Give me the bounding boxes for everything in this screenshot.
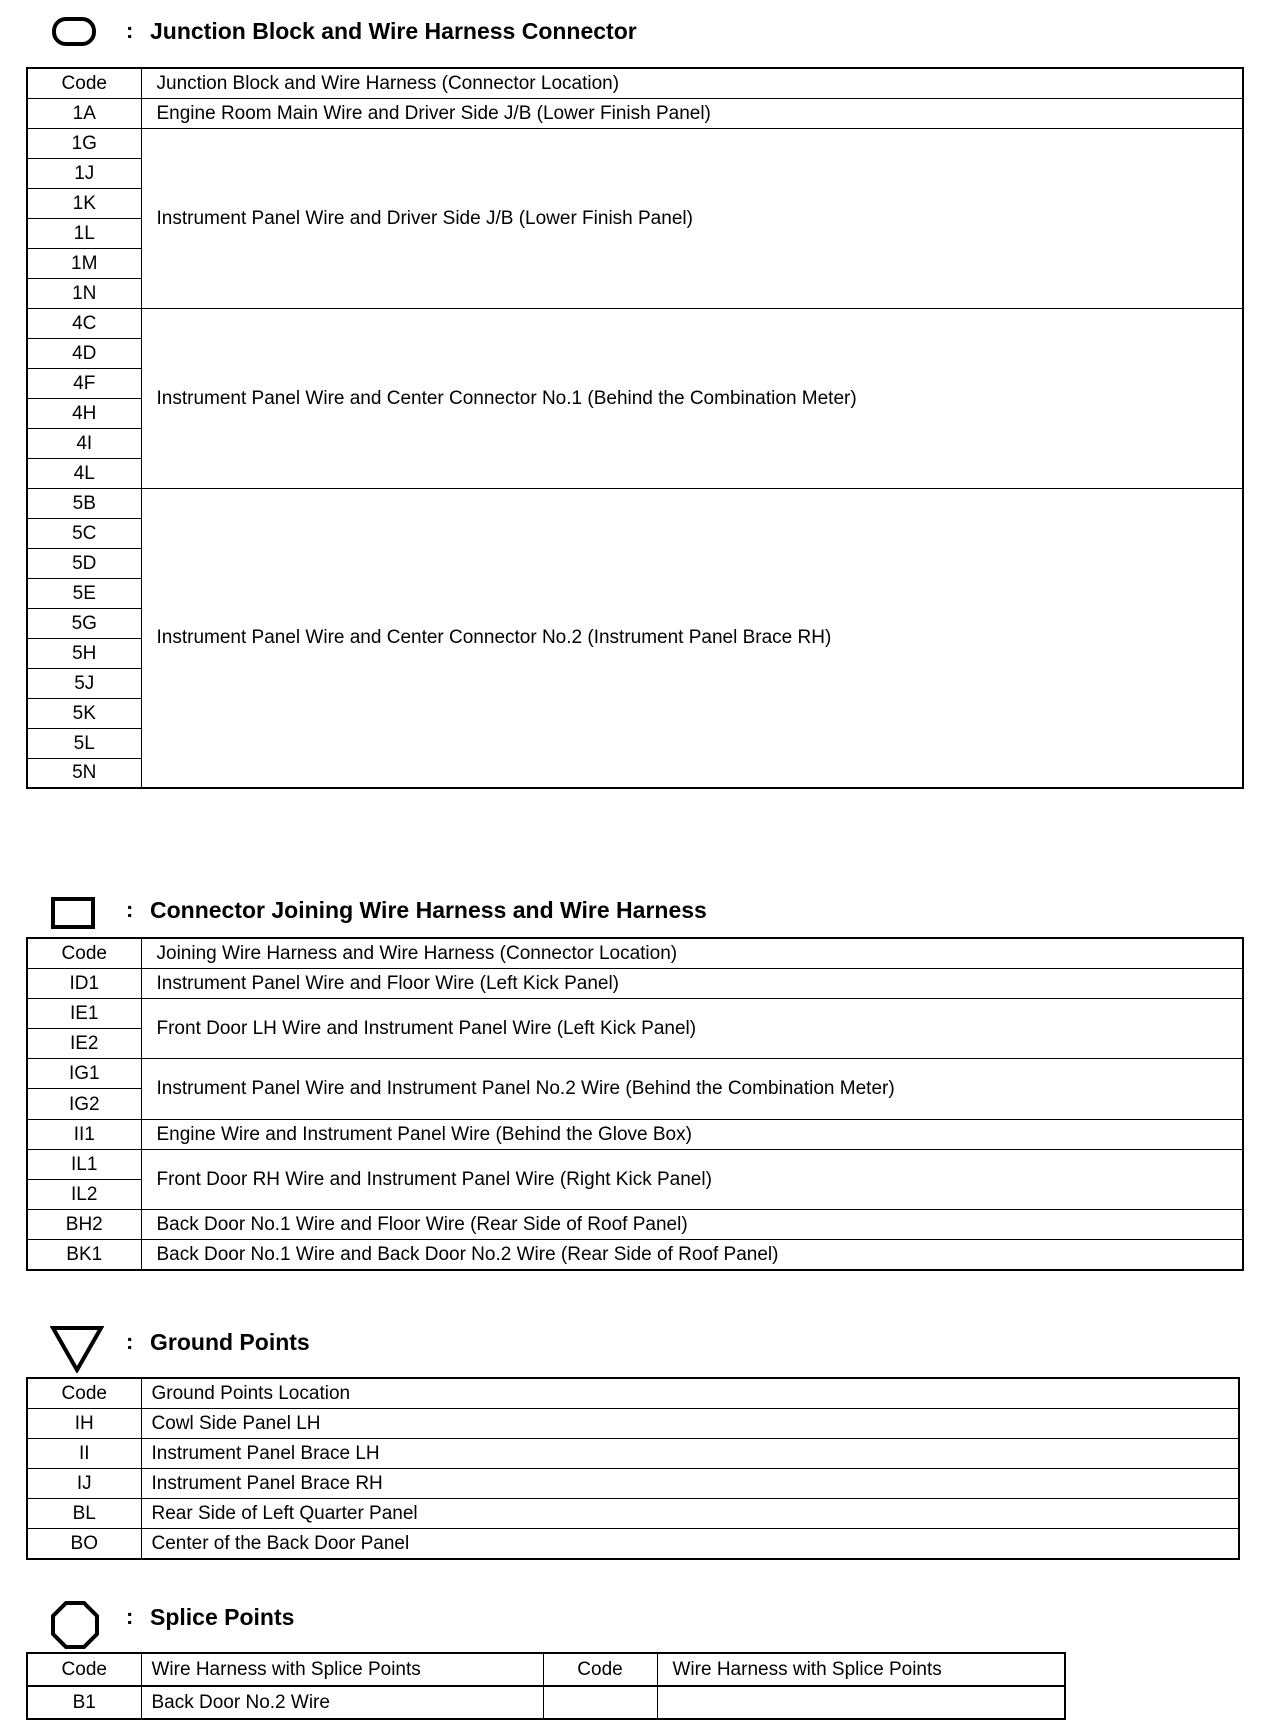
description-cell <box>657 1686 1065 1719</box>
header-description-cell: Wire Harness with Splice Points <box>141 1653 543 1686</box>
description-cell: Center of the Back Door Panel <box>141 1529 1239 1559</box>
description-cell: Front Door RH Wire and Instrument Panel Wire (Right Kick Panel) <box>141 1149 1243 1209</box>
code-cell: BO <box>27 1529 141 1559</box>
code-cell: BH2 <box>27 1210 141 1240</box>
code-cell: 4F <box>27 368 141 398</box>
code-cell: IH <box>27 1408 141 1438</box>
code-cell: IJ <box>27 1469 141 1499</box>
description-cell: Instrument Panel Brace RH <box>141 1469 1239 1499</box>
code-cell: 4D <box>27 338 141 368</box>
code-cell: BL <box>27 1499 141 1529</box>
table-header-row <box>27 938 1243 968</box>
table-row <box>27 1408 1239 1438</box>
header-code-cell: Code <box>27 938 141 968</box>
code-cell: 4H <box>27 398 141 428</box>
code-cell: IG1 <box>27 1059 141 1089</box>
description-cell: Back Door No.1 Wire and Floor Wire (Rear Side of Roof Panel) <box>141 1210 1243 1240</box>
code-cell <box>543 1686 657 1719</box>
code-cell: 4C <box>27 308 141 338</box>
table-row <box>27 1149 1243 1179</box>
table-row <box>27 98 1243 128</box>
separator: : <box>126 897 134 922</box>
header-code-cell: Code <box>27 1653 141 1686</box>
description-cell: Front Door LH Wire and Instrument Panel Wire (Left Kick Panel) <box>141 998 1243 1058</box>
code-cell: 4L <box>27 458 141 488</box>
table-row <box>27 1499 1239 1529</box>
table-row <box>27 1686 1065 1719</box>
table-row <box>27 968 1243 998</box>
rounded-rectangle-symbol-icon <box>50 14 98 50</box>
description-cell: Engine Wire and Instrument Panel Wire (Behind the Glove Box) <box>141 1119 1243 1149</box>
table-row <box>27 1059 1243 1089</box>
code-cell: B1 <box>27 1686 141 1719</box>
table-row <box>27 308 1243 338</box>
splice-section-header <box>50 1600 750 1648</box>
octagon-symbol-icon <box>50 1600 100 1650</box>
table-row <box>27 1438 1239 1468</box>
joining-section-title: Connector Joining Wire Harness and Wire Harness <box>150 897 707 923</box>
header-description-cell: Junction Block and Wire Harness (Connector Location) <box>141 68 1243 98</box>
table-row <box>27 998 1243 1028</box>
table-row <box>27 1119 1243 1149</box>
description-cell: Instrument Panel Wire and Floor Wire (Left Kick Panel) <box>141 968 1243 998</box>
code-cell: 1N <box>27 278 141 308</box>
header-description-cell: Ground Points Location <box>141 1378 1239 1408</box>
code-cell: IG2 <box>27 1089 141 1119</box>
separator: : <box>126 18 134 43</box>
splice-section-title: Splice Points <box>150 1604 295 1630</box>
code-cell: IE2 <box>27 1029 141 1059</box>
splice-table <box>26 1652 1066 1720</box>
code-cell: 5J <box>27 668 141 698</box>
description-cell: Instrument Panel Wire and Driver Side J/B (Lower Finish Panel) <box>141 128 1243 308</box>
code-cell: 5E <box>27 578 141 608</box>
code-cell: IL2 <box>27 1180 141 1210</box>
table-header-row <box>27 1653 1065 1686</box>
code-cell: II1 <box>27 1119 141 1149</box>
code-cell: 5H <box>27 638 141 668</box>
code-cell: 1G <box>27 128 141 158</box>
code-cell: IE1 <box>27 998 141 1028</box>
code-cell: 5L <box>27 728 141 758</box>
table-header-row <box>27 1378 1239 1408</box>
ground-section-title: Ground Points <box>150 1329 310 1355</box>
code-cell: BK1 <box>27 1240 141 1270</box>
separator: : <box>126 1604 134 1629</box>
code-cell: 5K <box>27 698 141 728</box>
description-cell: Cowl Side Panel LH <box>141 1408 1239 1438</box>
table-row <box>27 1210 1243 1240</box>
description-cell: Instrument Panel Wire and Center Connector No.1 (Behind the Combination Meter) <box>141 308 1243 488</box>
code-cell: 5B <box>27 488 141 518</box>
inverted-triangle-symbol-icon <box>50 1325 104 1373</box>
code-cell: 5D <box>27 548 141 578</box>
description-cell: Engine Room Main Wire and Driver Side J/B (Lower Finish Panel) <box>141 98 1243 128</box>
description-cell: Back Door No.1 Wire and Back Door No.2 Wire (Rear Side of Roof Panel) <box>141 1240 1243 1270</box>
code-cell: 5C <box>27 518 141 548</box>
description-cell: Back Door No.2 Wire <box>141 1686 543 1719</box>
joining-table <box>26 937 1244 1271</box>
code-cell: II <box>27 1438 141 1468</box>
header-code-cell: Code <box>27 68 141 98</box>
code-cell: 1K <box>27 188 141 218</box>
table-row <box>27 488 1243 518</box>
table-header-row <box>27 68 1243 98</box>
code-cell: 5G <box>27 608 141 638</box>
ground-section-header <box>50 1325 750 1373</box>
table-row <box>27 128 1243 158</box>
rectangle-symbol-icon <box>50 893 98 933</box>
junction-table <box>26 67 1244 789</box>
header-description-cell: Joining Wire Harness and Wire Harness (Connector Location) <box>141 938 1243 968</box>
separator: : <box>126 1329 134 1354</box>
description-cell: Rear Side of Left Quarter Panel <box>141 1499 1239 1529</box>
joining-section-header <box>50 893 750 933</box>
table-row <box>27 1529 1239 1559</box>
code-cell: 1J <box>27 158 141 188</box>
code-cell: ID1 <box>27 968 141 998</box>
description-cell: Instrument Panel Wire and Instrument Panel No.2 Wire (Behind the Combination Meter) <box>141 1059 1243 1119</box>
code-cell: 1M <box>27 248 141 278</box>
ground-table <box>26 1377 1240 1560</box>
junction-section-header <box>50 14 750 54</box>
header-code-cell: Code <box>27 1378 141 1408</box>
table-row <box>27 1240 1243 1270</box>
code-cell: 5N <box>27 758 141 788</box>
code-cell: IL1 <box>27 1149 141 1179</box>
code-cell: 1L <box>27 218 141 248</box>
header-description-cell: Wire Harness with Splice Points <box>657 1653 1065 1686</box>
header-code-cell: Code <box>543 1653 657 1686</box>
table-row <box>27 1469 1239 1499</box>
description-cell: Instrument Panel Wire and Center Connector No.2 (Instrument Panel Brace RH) <box>141 488 1243 788</box>
code-cell: 4I <box>27 428 141 458</box>
junction-section-title: Junction Block and Wire Harness Connector <box>150 18 637 44</box>
description-cell: Instrument Panel Brace LH <box>141 1438 1239 1468</box>
code-cell: 1A <box>27 98 141 128</box>
